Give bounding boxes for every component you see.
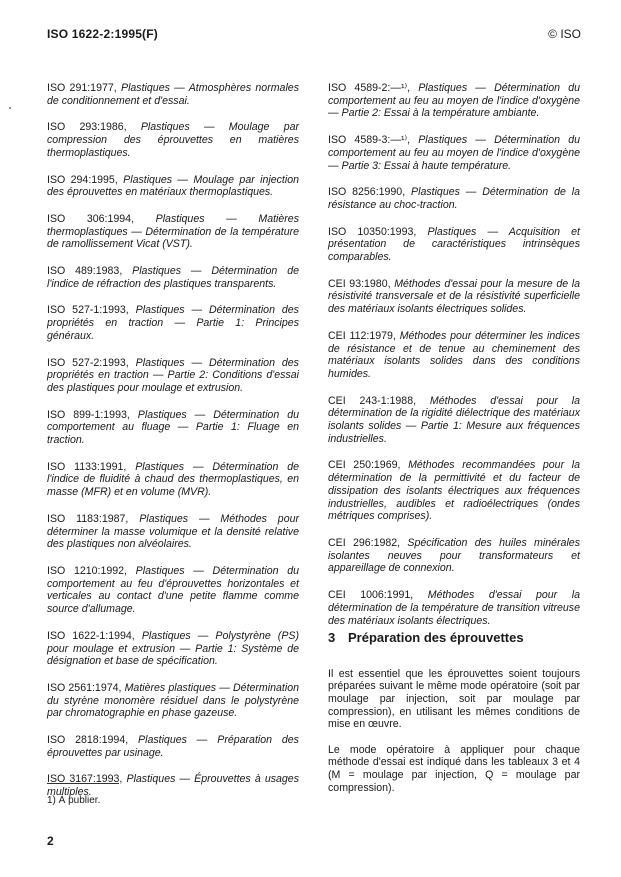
reference-number: CEI 1006:1991, bbox=[328, 589, 428, 602]
document-header-title: ISO 1622-2:1995(F) bbox=[47, 27, 158, 41]
reference-title: Plastiques — Matières thermoplastiques — Détermination de la température de ramollissement Vicat (VST). bbox=[47, 212, 299, 251]
reference-title: Plastiques — Détermination du comportement au feu au moyen de l'indice d'oxygène — Partie 2: Essai à la température ambiante. bbox=[328, 82, 580, 120]
footnote: 1) À publier. bbox=[47, 795, 101, 806]
reference-entry bbox=[47, 304, 299, 342]
reference-title: Méthodes pour déterminer les indices de résistance et de tenue au cheminement des matériaux isolants solides dans des conditions humides. bbox=[328, 329, 581, 380]
reference-entry bbox=[47, 213, 299, 251]
reference-number: ISO 1210:1992, bbox=[47, 564, 136, 577]
reference-entry bbox=[47, 565, 299, 616]
reference-entry bbox=[328, 537, 580, 575]
section-title: Préparation des éprouvettes bbox=[348, 630, 524, 645]
reference-number: ISO 527-2:1993, bbox=[47, 356, 136, 369]
reference-entry bbox=[328, 459, 580, 523]
references-right-column bbox=[328, 82, 580, 641]
reference-entry bbox=[47, 734, 299, 759]
footnote-divider bbox=[47, 783, 119, 784]
reference-number: CEI 296:1982, bbox=[328, 536, 408, 549]
reference-entry bbox=[47, 82, 299, 107]
reference-title: Méthodes d'essai pour la détermination de la température de transition vitreuse des matériaux isolants électriques. bbox=[328, 589, 580, 627]
references-left-column bbox=[47, 82, 299, 813]
reference-number: ISO 8256:1990, bbox=[328, 186, 412, 199]
reference-number: CEI 250:1969, bbox=[328, 459, 409, 472]
reference-number: ISO 4589-3:—¹⁾, bbox=[328, 134, 419, 147]
reference-entry bbox=[47, 461, 299, 499]
reference-number: ISO 2818:1994, bbox=[47, 734, 139, 747]
reference-title: Plastiques — Détermination de l'indice de réfraction des plastiques transparents. bbox=[47, 265, 299, 290]
reference-title: Plastiques — Détermination du comportement au fluage — Partie 1: Fluage en traction. bbox=[47, 408, 299, 447]
reference-title: Plastiques — Détermination du comportement au feu au moyen de l'indice d'oxygène — Partie 3: Essai à haute température. bbox=[328, 134, 580, 172]
page-number: 2 bbox=[47, 834, 54, 848]
reference-title: Matières plastiques — Détermination du styrène monomère résiduel dans le polystyrène par chromatographie en phase gazeuse. bbox=[47, 681, 299, 720]
reference-title: Plastiques — Détermination des propriétés en traction — Partie 1: Principes généraux. bbox=[47, 304, 299, 342]
reference-number: ISO 293:1986, bbox=[47, 121, 141, 134]
reference-number: ISO 10350:1993, bbox=[328, 225, 428, 238]
reference-title: Méthodes recommandées pour la détermination de la permittivité et du facteur de dissipation des isolants électriques aux fréquences industrielles, audibles et radioélectriques (ondes métriques comprises). bbox=[328, 459, 580, 523]
reference-entry bbox=[328, 278, 580, 316]
reference-number: CEI 243-1:1988, bbox=[328, 394, 430, 407]
reference-entry bbox=[328, 330, 580, 381]
reference-entry bbox=[47, 265, 299, 290]
section-heading bbox=[328, 630, 524, 645]
reference-entry bbox=[47, 357, 299, 395]
section-paragraph-2: Le mode opératoire à appliquer pour chaque méthode d'essai est indiqué dans les tableaux 3 et 4 (M = moulage par injection, Q = moulage par compression). bbox=[328, 743, 580, 794]
scan-speck bbox=[9, 107, 11, 109]
reference-title: Plastiques — Moulage par compression des éprouvettes en matières thermoplastiques. bbox=[47, 121, 299, 159]
section-paragraph-1: Il est essentiel que les éprouvettes soient toujours préparées suivant le même mode opératoire (soit par moulage par injection, soit par moulage par compression), en utilisant les mêmes conditions de mise en œuvre. bbox=[328, 667, 580, 731]
reference-number: ISO 489:1983, bbox=[47, 265, 133, 278]
reference-entry bbox=[47, 513, 299, 551]
reference-entry bbox=[328, 395, 580, 446]
reference-entry bbox=[47, 174, 299, 199]
reference-number: ISO 4589-2:—¹⁾, bbox=[328, 82, 419, 94]
section-number: 3 bbox=[328, 630, 336, 645]
reference-number: CEI 112:1979, bbox=[328, 329, 400, 342]
reference-title: Méthodes d'essai pour la mesure de la résistivité transversale et de la résistivité superficielle des matériaux isolants électriques solides. bbox=[328, 277, 580, 316]
reference-title: Plastiques — Moulage par injection des éprouvettes en matériaux thermoplastiques. bbox=[47, 173, 299, 199]
reference-entry bbox=[47, 682, 299, 720]
reference-title: Plastiques — Polystyrène (PS) pour moulage et extrusion — Partie 1: Système de désignation et base de spécification. bbox=[47, 629, 299, 668]
reference-title: Méthodes d'essai pour la détermination de la rigidité diélectrique des matériaux isolants solides — Partie 1: Mesure aux fréquences industrielles. bbox=[328, 394, 580, 445]
reference-entry bbox=[328, 226, 580, 264]
reference-entry bbox=[328, 82, 580, 120]
reference-title: Plastiques — Détermination de l'indice de fluidité à chaud des thermoplastiques, en masse (MFR) et en volume (MVR). bbox=[47, 460, 299, 499]
reference-number: ISO 1133:1991, bbox=[47, 460, 136, 473]
reference-number: CEI 93:1980, bbox=[328, 277, 395, 290]
reference-entry bbox=[328, 186, 580, 211]
reference-number: ISO 294:1995, bbox=[47, 173, 124, 186]
reference-entry bbox=[47, 630, 299, 668]
reference-number: ISO 899-1:1993, bbox=[47, 408, 138, 421]
reference-number: ISO 527-1:1993, bbox=[47, 304, 136, 317]
reference-entry bbox=[328, 589, 580, 627]
reference-title: Spécification des huiles minérales isolantes neuves pour transformateurs et appareillage de connexion. bbox=[328, 536, 580, 575]
reference-title: Plastiques — Acquisition et présentation de caractéristiques intrinsèques comparables. bbox=[328, 225, 580, 264]
reference-number: ISO 2561:1974, bbox=[47, 681, 125, 694]
reference-number: ISO 3167:1993, bbox=[47, 773, 127, 786]
reference-number: ISO 291:1977, bbox=[47, 82, 121, 94]
reference-title: Plastiques — Atmosphères normales de conditionnement et d'essai. bbox=[47, 82, 299, 107]
reference-title: Plastiques — Préparation des éprouvettes par usinage. bbox=[47, 734, 299, 759]
reference-entry bbox=[328, 134, 580, 172]
reference-title: Plastiques — Détermination de la résistance au choc-traction. bbox=[328, 186, 580, 211]
reference-title: Plastiques — Méthodes pour déterminer la masse volumique et la densité relative des plastiques non alvéolaires. bbox=[47, 512, 300, 551]
reference-title: Plastiques — Détermination du comportement au feu d'éprouvettes horizontales et verticales au contact d'une petite flamme comme source d'allumage. bbox=[47, 564, 299, 616]
reference-entry bbox=[47, 121, 299, 159]
reference-title: Plastiques — Détermination des propriétés en traction — Partie 2: Conditions d'essai des plastiques pour moulage et extrusion. bbox=[47, 356, 299, 394]
copyright-mark: © ISO bbox=[548, 27, 581, 41]
reference-number: ISO 306:1994, bbox=[47, 212, 156, 225]
reference-number: ISO 1183:1987, bbox=[47, 512, 140, 525]
reference-number: ISO 1622-1:1994, bbox=[47, 629, 142, 642]
reference-entry bbox=[47, 409, 299, 447]
reference-title: Plastiques — Éprouvettes à usages multiples. bbox=[47, 773, 299, 799]
